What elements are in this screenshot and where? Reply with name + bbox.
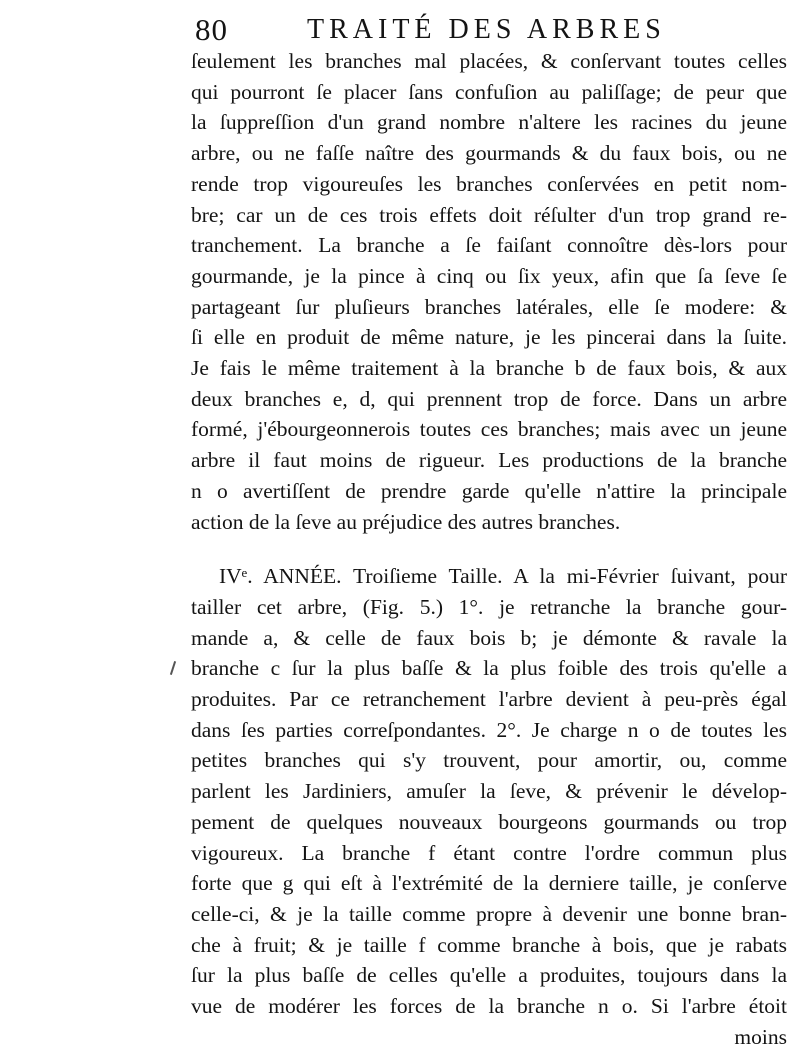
text-line: Je fais le même traitement à la branche b de faux bois, & aux [191,356,787,381]
paragraph-gap [191,537,800,561]
text-line: tailler cet arbre, (Fig. 5.) 1°. je retranche la branche gour- [191,594,787,619]
text-line: arbre il faut moins de rigueur. Les productions de la branche [191,448,787,473]
text-line: petites branches qui s'y trouvent, pour amortir, ou, comme [191,748,787,773]
text-line: rende trop vigoureuſes les branches conſervées en petit nom- [191,171,787,196]
text-line: branche c ſur la plus baſſe & la plus foible des trois qu'elle a [191,656,787,681]
text-line: ſeulement les branches mal placées, & conſervant toutes celles [191,49,787,73]
text-line: forte que g qui eſt à l'extrémité de la derniere taille, je conſerve [191,871,787,896]
text-line: qui pourront ſe placer ſans confuſion au paliſſage; de peur que [191,79,787,104]
margin-mark [170,661,176,675]
text-line: vigoureux. La branche f étant contre l'ordre commun plus [191,840,787,865]
text-line: celle-ci, & je la taille comme propre à devenir une bonne bran- [191,901,787,926]
text-line: bre; car un de ces trois effets doit réſulter d'un trop grand re- [191,202,787,227]
paragraph-2 [191,561,800,1052]
text-line: vue de modérer les forces de la branche n o. Si l'arbre étoit [191,994,787,1019]
text-line: gourmande, je la pince à cinq ou ſix yeux, afin que ſa ſeve ſe [191,263,787,288]
text-line: tranchement. La branche a ſe faiſant connoître dès-lors pour [191,233,787,258]
text-line: deux branches e, d, qui prennent trop de force. Dans un arbre [191,386,787,411]
text-line: che à fruit; & je taille f comme branche à bois, que je rabats [191,932,787,957]
running-title: TRAITÉ DES ARBRES [307,14,666,45]
body-text [191,46,800,1053]
text-line: IVᵉ. ANNÉE. Troiſieme Taille. A la mi-Février ſuivant, pour [219,564,787,589]
text-line: ſur la plus baſſe de celles qu'elle a produites, toujours dans la [191,963,787,988]
page-header [195,6,800,46]
paragraph-1 [191,46,800,537]
text-line: arbre, ou ne faſſe naître des gourmands & du faux bois, ou ne [191,141,787,166]
text-line: ſi elle en produit de même nature, je les pincerai dans la ſuite. [191,325,787,350]
text-line: la ſuppreſſion d'un grand nombre n'altere les racines du jeune [191,110,787,135]
text-line: pement de quelques nouveaux bourgeons gourmands ou trop [191,809,787,834]
page-number: 80 [195,12,228,47]
text-line: mande a, & celle de faux bois b; je démonte & ravale la [191,625,787,650]
text-line: parlent les Jardiniers, amuſer la ſeve, & prévenir le dévelop- [191,779,787,804]
text-line: n o avertiſſent de prendre garde qu'elle n'attire la principale [191,478,787,503]
text-line: action de la ſeve au préjudice des autres branches. [191,509,621,534]
text-line: produites. Par ce retranchement l'arbre devient à peu-près égal [191,687,787,712]
text-line: partageant ſur pluſieurs branches latérales, elle ſe modere: & [191,294,787,319]
catchword: moins [734,1024,787,1049]
text-line: formé, j'ébourgeonnerois toutes ces branches; mais avec un jeune [191,417,787,442]
text-line: dans ſes parties correſpondantes. 2°. Je charge n o de toutes les [191,717,787,742]
